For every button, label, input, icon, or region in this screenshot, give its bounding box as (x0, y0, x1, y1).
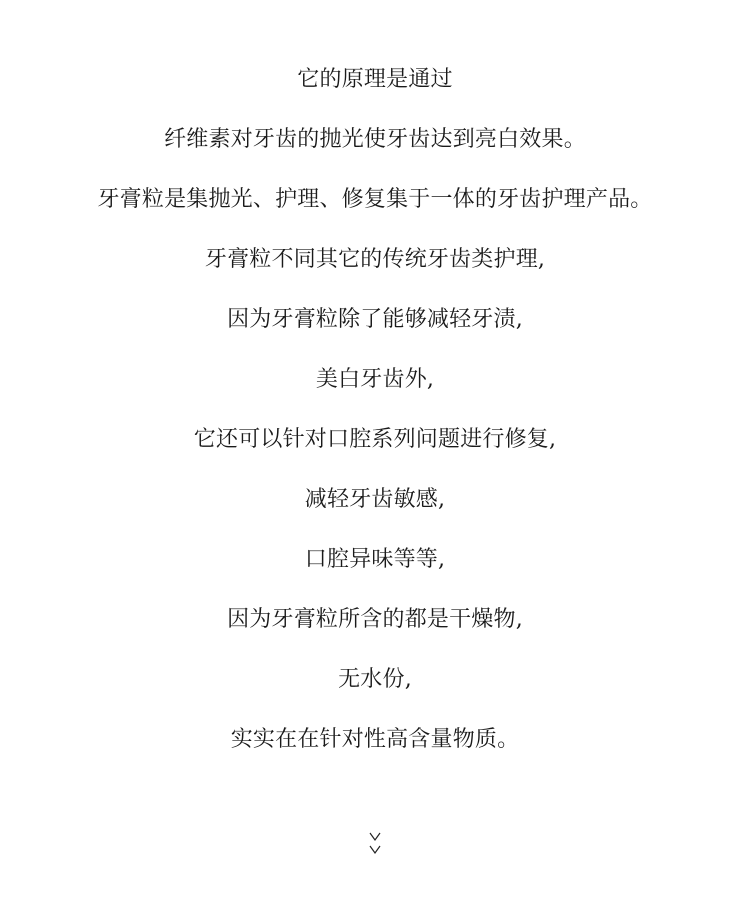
double-chevron-down-icon (367, 828, 383, 858)
text-line: 因为牙膏粒所含的都是干燥物, (227, 607, 523, 632)
text-line: 因为牙膏粒除了能够减轻牙渍, (227, 307, 523, 332)
scroll-more-indicator[interactable] (0, 828, 750, 862)
text-line: 减轻牙齿敏感, (304, 487, 446, 512)
text-line: 美白牙齿外, (315, 367, 435, 392)
text-line: 牙膏粒不同其它的传统牙齿类护理, (204, 247, 546, 272)
text-line: 口腔异味等等, (304, 547, 446, 572)
text-line: 牙膏粒是集抛光、护理、修复集于一体的牙齿护理产品。 (97, 187, 653, 212)
text-line: 它的原理是通过 (297, 67, 453, 92)
text-line: 纤维素对牙齿的抛光使牙齿达到亮白效果。 (164, 127, 586, 152)
text-line: 它还可以针对口腔系列问题进行修复, (193, 427, 557, 452)
text-line: 实实在在针对性高含量物质。 (230, 727, 520, 752)
text-line: 无水份, (338, 667, 412, 692)
article-body (0, 61, 750, 781)
